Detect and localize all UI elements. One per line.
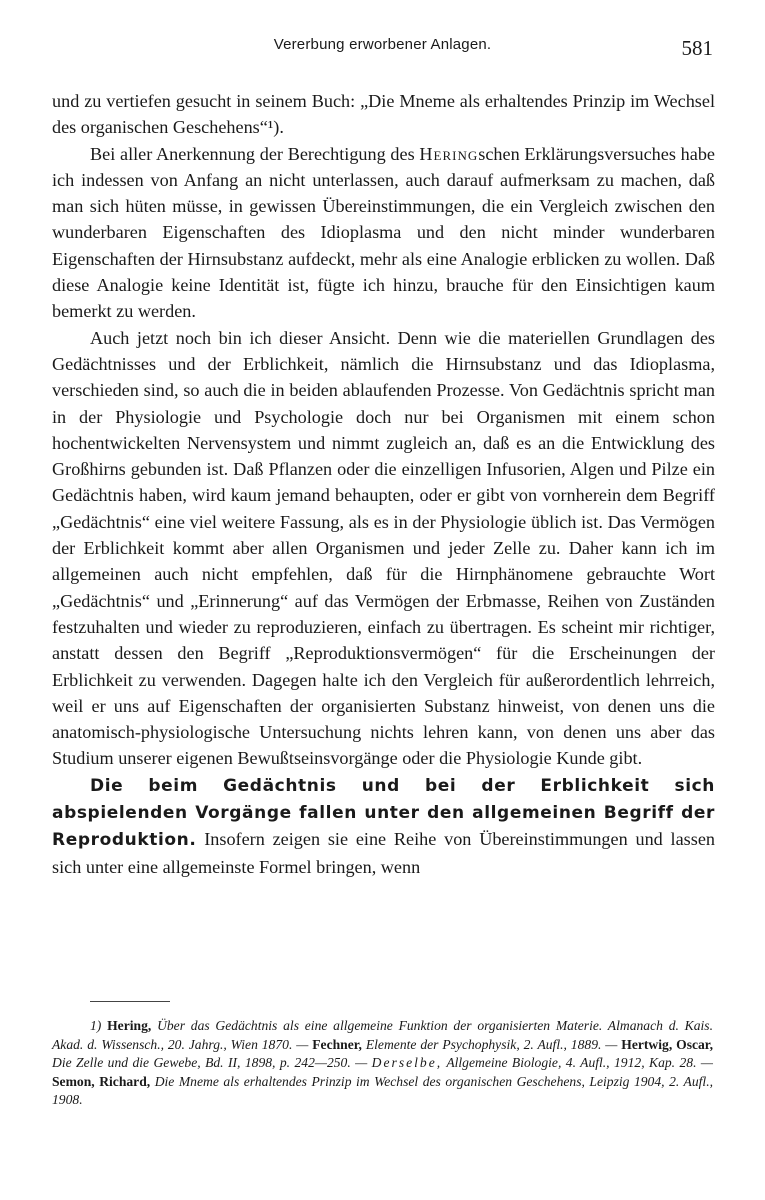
page-header: [52, 36, 713, 66]
paragraph-1: und zu vertiefen gesucht in seinem Buch: „Die Mneme als erhaltendes Prinzip im Wechsel des organischen Geschehens“¹).: [52, 91, 715, 138]
footnote-ref-4: Allgemeine Biologie, 4. Aufl., 1912, Kap. 28. —: [442, 1055, 713, 1071]
page-number: 581: [681, 36, 713, 60]
footnote-author-semon: Semon, Richard,: [52, 1073, 151, 1089]
footnote-author-hering: Hering,: [107, 1018, 152, 1033]
footnote-author-fechner: Fechner,: [312, 1036, 362, 1052]
footnote-author-hertwig: Hertwig, Oscar,: [621, 1036, 713, 1052]
thesis-statement: Die beim Gedächtnis und bei der Erblichkeit sich abspielenden Vorgänge fallen unter den allgemeinen Begriff der Reproduktion.: [52, 775, 715, 851]
paragraph-2: [52, 141, 715, 325]
paragraph-4-rest: Insofern zeigen sie eine Reihe von Übereinstimmungen und lassen sich unter eine allgemeinste Formel bringen, wenn: [52, 829, 715, 877]
footnote-author-derselbe: Derselbe,: [371, 1055, 443, 1071]
footnote-ref-1: Über das Gedächtnis als eine allgemeine Funktion der organisierten Materie. Almanach d. Kais. Akad. d. Wissensch., 20. Jahrg., Wien 1870. —: [52, 1018, 713, 1052]
running-head: Vererbung erworbener Anlagen.: [273, 36, 492, 53]
footnote-ref-3: Die Zelle und die Gewebe, Bd. II, 1898, p. 242—250. —: [52, 1055, 372, 1071]
paragraph-2-start: Bei aller Anerkennung der Berechtigung des: [90, 143, 420, 164]
footnotes: [52, 1017, 713, 1110]
footnote-ref-5: Die Mneme als erhaltendes Prinzip im Wechsel des organischen Geschehens, Leipzig 1904, 2. Aufl., 1908.: [52, 1073, 713, 1108]
footnote-divider: [90, 1001, 170, 1002]
paragraph-2-rest: schen Erklärungsversuches habe ich indessen von Anfang an nicht unterlassen, auch darauf aufmerksam zu machen, daß man sich hüten müsse, in gewissen Übereinstimmungen, die ein Vergleich zwischen den wunderbaren Eigenschaften des Idioplasma und den nicht minder wunderbaren Eigenschaften der Hirnsubstanz aufdeckt, mehr als eine Analogie erblicken zu wollen. Daß diese Analogie keine Identität ist, fügte ich hinzu, brauche für den Einsichtigen kaum bemerkt zu werden.: [52, 143, 715, 322]
footnote-ref-2: Elemente der Psychophysik, 2. Aufl., 1889. —: [361, 1036, 622, 1052]
footnote-1: [52, 1017, 713, 1110]
paragraph-3: Auch jetzt noch bin ich dieser Ansicht. Denn wie die materiellen Grundlagen des Gedächtnisses und der Erblichkeit, nämlich die Hirnsubstanz und das Idioplasma, verschieden sind, so auch die in beiden ablaufenden Prozesse. Von Gedächtnis spricht man in der Physiologie und Psychologie doch nur bei Organismen mit einem schon hochentwickelten Nervensystem und nimmt zugleich an, daß es an die Entwicklung des Großhirns gebunden ist. Daß Pflanzen oder die einzelligen Infusorien, Algen und Pilze ein Gedächtnis haben, wird kaum jemand behaupten, oder er gibt von vornherein dem Begriff „Gedächtnis“ eine viel weitere Fassung, als es in der Physiologie üblich ist. Das Vermögen der Erblichkeit kommt aber allen Organismen und jeder Zelle zu. Daher kann ich im allgemeinen auch nicht empfehlen, daß für die Hirnphänomene gebrauchte Wort „Gedächtnis“ und „Erinnerung“ auf das Vermögen der Erbmasse, Reihen von Zuständen festzuhalten und wieder zu reproduzieren, einfach zu übertragen. Es scheint mir richtiger, anstatt dessen den Begriff „Reproduktionsvermögen“ für die Erscheinungen der Erblichkeit zu verwenden. Dagegen halte ich den Vergleich für außerordentlich lehrreich, weil er uns auf Eigenschaften der organisierten Substanz hinweist, von denen uns die anatomisch-physiologische Untersuchung nichts lehren kann, von denen uns aber das Studium unserer eigenen Bewußtseinsvorgänge oder die Physiologie Kunde gibt.: [52, 327, 715, 769]
paragraph-4: [52, 772, 715, 880]
main-text: [52, 88, 715, 880]
author-name-hering: Hering: [419, 143, 479, 164]
footnote-marker: 1): [90, 1018, 102, 1033]
